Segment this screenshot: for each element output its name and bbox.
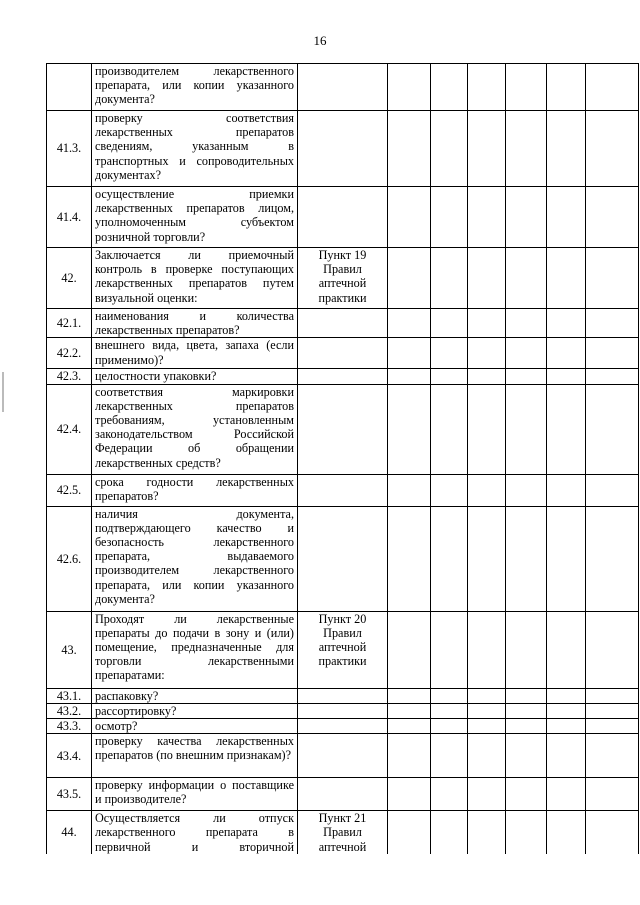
answer-cell[interactable] (547, 309, 586, 338)
answer-cell[interactable] (547, 734, 586, 778)
answer-cell[interactable] (388, 719, 431, 734)
table-row (47, 369, 639, 384)
item-number: 42.2. (47, 338, 92, 369)
answer-cell[interactable] (468, 734, 506, 778)
answer-cell[interactable] (431, 187, 468, 248)
answer-cell[interactable] (547, 369, 586, 384)
answer-cell[interactable] (586, 187, 639, 248)
answer-cell[interactable] (431, 703, 468, 718)
answer-cell[interactable] (468, 187, 506, 248)
requirement-reference (298, 778, 388, 811)
answer-cell[interactable] (431, 369, 468, 384)
checklist-table (46, 63, 639, 854)
answer-cell[interactable] (468, 309, 506, 338)
answer-cell[interactable] (431, 719, 468, 734)
answer-cell[interactable] (586, 688, 639, 703)
answer-cell[interactable] (586, 384, 639, 474)
answer-cell[interactable] (506, 309, 547, 338)
question-text: целостности упаковки? (92, 369, 298, 384)
answer-cell[interactable] (506, 384, 547, 474)
requirement-reference (298, 187, 388, 248)
table-row (47, 703, 639, 718)
item-number: 43.1. (47, 688, 92, 703)
question-text: внешнего вида, цвета, запаха (если применимо)? (92, 338, 298, 369)
requirement-reference (298, 506, 388, 611)
item-number: 41.3. (47, 111, 92, 187)
answer-cell[interactable] (468, 778, 506, 811)
requirement-reference: Пункт 19 Правил аптечной практики (298, 248, 388, 309)
question-text: срока годности лекарственных препаратов? (92, 474, 298, 506)
answer-cell[interactable] (431, 309, 468, 338)
answer-cell[interactable] (468, 474, 506, 506)
requirement-reference (298, 703, 388, 718)
answer-cell[interactable] (468, 506, 506, 611)
answer-cell[interactable] (506, 611, 547, 688)
answer-cell[interactable] (468, 703, 506, 718)
answer-cell[interactable] (388, 688, 431, 703)
answer-cell[interactable] (388, 384, 431, 474)
question-text: соответствия маркировки лекарственных препаратов требованиям, установленным законодательством Российской Федерации об обращении лекарственных средств? (92, 384, 298, 474)
answer-cell[interactable] (506, 248, 547, 309)
table-row (47, 778, 639, 811)
answer-cell[interactable] (586, 734, 639, 778)
answer-cell[interactable] (468, 111, 506, 187)
answer-cell[interactable] (506, 734, 547, 778)
answer-cell[interactable] (586, 811, 639, 854)
question-text: Проходят ли лекарственные препараты до подачи в зону и (или) помещение, предназначенные для торговли лекарственными препаратами: (92, 611, 298, 688)
answer-cell[interactable] (431, 474, 468, 506)
answer-cell[interactable] (468, 248, 506, 309)
requirement-reference (298, 64, 388, 111)
question-text: осмотр? (92, 719, 298, 734)
answer-cell[interactable] (586, 778, 639, 811)
item-number: 42.1. (47, 309, 92, 338)
table-row (47, 719, 639, 734)
answer-cell[interactable] (586, 248, 639, 309)
requirement-reference: Пункт 21 Правил аптечной (298, 811, 388, 854)
answer-cell[interactable] (586, 338, 639, 369)
requirement-reference (298, 111, 388, 187)
answer-cell[interactable] (468, 719, 506, 734)
requirement-reference (298, 474, 388, 506)
item-number (47, 64, 92, 111)
item-number: 43.3. (47, 719, 92, 734)
answer-cell[interactable] (547, 474, 586, 506)
answer-cell[interactable] (547, 703, 586, 718)
answer-cell[interactable] (468, 384, 506, 474)
answer-cell[interactable] (431, 734, 468, 778)
answer-cell[interactable] (431, 111, 468, 187)
requirement-reference: Пункт 20 Правил аптечной практики (298, 611, 388, 688)
answer-cell[interactable] (431, 338, 468, 369)
answer-cell[interactable] (388, 474, 431, 506)
answer-cell[interactable] (388, 611, 431, 688)
answer-cell[interactable] (468, 688, 506, 703)
answer-cell[interactable] (506, 474, 547, 506)
answer-cell[interactable] (468, 64, 506, 111)
answer-cell[interactable] (468, 338, 506, 369)
table-row (47, 111, 639, 187)
answer-cell[interactable] (506, 703, 547, 718)
scan-artifact (2, 372, 4, 412)
answer-cell[interactable] (388, 734, 431, 778)
requirement-reference (298, 384, 388, 474)
table-row (47, 611, 639, 688)
answer-cell[interactable] (547, 248, 586, 309)
item-number: 42. (47, 248, 92, 309)
question-text: проверку информации о поставщике и производителе? (92, 778, 298, 811)
question-text: рассортировку? (92, 703, 298, 718)
requirement-reference (298, 688, 388, 703)
answer-cell[interactable] (506, 369, 547, 384)
question-text: проверку качества лекарственных препаратов (по внешним признакам)? (92, 734, 298, 778)
answer-cell[interactable] (547, 187, 586, 248)
answer-cell[interactable] (388, 248, 431, 309)
answer-cell[interactable] (431, 778, 468, 811)
table-body (47, 64, 639, 854)
question-text: Осуществляется ли отпуск лекарственного препарата в первичной и вторичной (92, 811, 298, 854)
item-number: 42.4. (47, 384, 92, 474)
answer-cell[interactable] (431, 811, 468, 854)
answer-cell[interactable] (547, 719, 586, 734)
answer-cell[interactable] (506, 187, 547, 248)
item-number: 43.5. (47, 778, 92, 811)
answer-cell[interactable] (547, 811, 586, 854)
table-row (47, 474, 639, 506)
answer-cell[interactable] (547, 778, 586, 811)
answer-cell[interactable] (388, 64, 431, 111)
answer-cell[interactable] (547, 384, 586, 474)
answer-cell[interactable] (506, 338, 547, 369)
item-number: 44. (47, 811, 92, 854)
answer-cell[interactable] (547, 688, 586, 703)
answer-cell[interactable] (586, 111, 639, 187)
table-row (47, 187, 639, 248)
answer-cell[interactable] (506, 506, 547, 611)
answer-cell[interactable] (586, 369, 639, 384)
question-text: проверку соответствия лекарственных препаратов сведениям, указанным в транспортных и сопроводительных документах? (92, 111, 298, 187)
answer-cell[interactable] (547, 111, 586, 187)
answer-cell[interactable] (468, 369, 506, 384)
table-row (47, 338, 639, 369)
item-number: 42.3. (47, 369, 92, 384)
answer-cell[interactable] (388, 778, 431, 811)
requirement-reference (298, 309, 388, 338)
table-row (47, 811, 639, 854)
answer-cell[interactable] (388, 369, 431, 384)
answer-cell[interactable] (431, 506, 468, 611)
answer-cell[interactable] (547, 338, 586, 369)
question-text: Заключается ли приемочный контроль в проверке поступающих лекарственных препаратов путем визуальной оценки: (92, 248, 298, 309)
question-text: наличия документа, подтверждающего качество и безопасность лекарственного препарата, выдаваемого производителем лекарственного препарата, или копии указанного документа? (92, 506, 298, 611)
answer-cell[interactable] (506, 688, 547, 703)
requirement-reference (298, 734, 388, 778)
answer-cell[interactable] (586, 611, 639, 688)
item-number: 41.4. (47, 187, 92, 248)
requirement-reference (298, 719, 388, 734)
answer-cell[interactable] (506, 111, 547, 187)
answer-cell[interactable] (586, 64, 639, 111)
requirement-reference (298, 338, 388, 369)
item-number: 43.2. (47, 703, 92, 718)
answer-cell[interactable] (431, 611, 468, 688)
answer-cell[interactable] (431, 64, 468, 111)
question-text: осуществление приемки лекарственных препаратов лицом, уполномоченным субъектом розничной торговли? (92, 187, 298, 248)
item-number: 42.5. (47, 474, 92, 506)
answer-cell[interactable] (388, 811, 431, 854)
answer-cell[interactable] (431, 248, 468, 309)
answer-cell[interactable] (586, 474, 639, 506)
answer-cell[interactable] (388, 187, 431, 248)
requirement-reference (298, 369, 388, 384)
question-text: распаковку? (92, 688, 298, 703)
answer-cell[interactable] (468, 811, 506, 854)
table-row (47, 64, 639, 111)
answer-cell[interactable] (586, 309, 639, 338)
answer-cell[interactable] (506, 811, 547, 854)
answer-cell[interactable] (431, 688, 468, 703)
answer-cell[interactable] (506, 719, 547, 734)
table-row (47, 384, 639, 474)
page-number: 16 (313, 33, 327, 48)
answer-cell[interactable] (431, 384, 468, 474)
answer-cell[interactable] (506, 778, 547, 811)
answer-cell[interactable] (586, 719, 639, 734)
answer-cell[interactable] (388, 111, 431, 187)
table-row (47, 309, 639, 338)
answer-cell[interactable] (506, 64, 547, 111)
item-number: 43.4. (47, 734, 92, 778)
table-row (47, 734, 639, 778)
item-number: 42.6. (47, 506, 92, 611)
question-text: наименования и количества лекарственных препаратов? (92, 309, 298, 338)
answer-cell[interactable] (547, 506, 586, 611)
answer-cell[interactable] (586, 506, 639, 611)
answer-cell[interactable] (468, 611, 506, 688)
answer-cell[interactable] (388, 309, 431, 338)
item-number: 43. (47, 611, 92, 688)
table-row (47, 248, 639, 309)
answer-cell[interactable] (547, 64, 586, 111)
answer-cell[interactable] (586, 703, 639, 718)
answer-cell[interactable] (388, 703, 431, 718)
answer-cell[interactable] (547, 611, 586, 688)
answer-cell[interactable] (388, 506, 431, 611)
answer-cell[interactable] (388, 338, 431, 369)
table-row (47, 506, 639, 611)
question-text: производителем лекарственного препарата, или копии указанного документа? (92, 64, 298, 111)
table-row (47, 688, 639, 703)
